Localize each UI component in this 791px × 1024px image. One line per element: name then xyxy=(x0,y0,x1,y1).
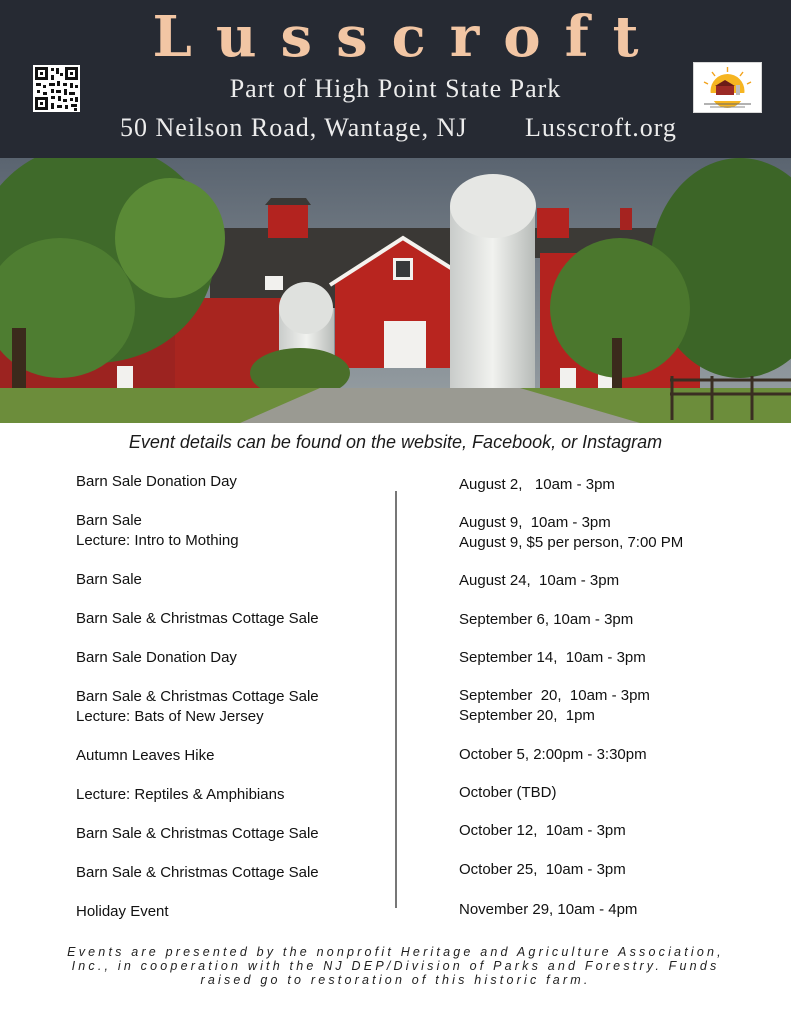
event-date: September 6, 10am - 3pm xyxy=(459,611,634,628)
website-link[interactable]: Lusscroft.org xyxy=(525,113,677,142)
subtitle: Part of High Point State Park xyxy=(229,74,562,103)
event-name: Barn Sale & Christmas Cottage Sale xyxy=(76,610,319,627)
event-date: September 20, 10am - 3pm xyxy=(459,687,650,704)
event-name: Barn Sale Donation Day xyxy=(76,473,237,490)
event-date: September 14, 10am - 3pm xyxy=(459,649,646,666)
event-date: August 9, $5 per person, 7:00 PM xyxy=(459,534,684,551)
event-details-note: Event details can be found on the website, Facebook, or Instagram xyxy=(128,432,663,452)
event-date: October 12, 10am - 3pm xyxy=(459,822,626,839)
event-name: Barn Sale xyxy=(76,571,142,588)
event-date: October 25, 10am - 3pm xyxy=(459,861,626,878)
event-date: October 5, 2:00pm - 3:30pm xyxy=(459,746,647,763)
event-date: November 29, 10am - 4pm xyxy=(459,901,638,918)
event-date: August 24, 10am - 3pm xyxy=(459,572,620,589)
event-name: Barn Sale & Christmas Cottage Sale xyxy=(76,688,319,705)
event-name: Barn Sale Donation Day xyxy=(76,649,237,666)
event-name: Barn Sale & Christmas Cottage Sale xyxy=(76,864,319,881)
event-date: August 9, 10am - 3pm xyxy=(459,514,611,531)
address: 50 Neilson Road, Wantage, NJ xyxy=(120,113,468,142)
event-name: Barn Sale xyxy=(76,512,142,529)
event-date: August 2, 10am - 3pm xyxy=(459,476,615,493)
event-name: Lecture: Intro to Mothing xyxy=(76,532,239,549)
event-name: Lecture: Bats of New Jersey xyxy=(76,708,264,725)
event-name: Holiday Event xyxy=(76,903,169,920)
event-name: Autumn Leaves Hike xyxy=(76,747,215,764)
event-date: October (TBD) xyxy=(459,784,557,801)
event-name: Lecture: Reptiles & Amphibians xyxy=(76,786,285,803)
page-title: Lusscroft xyxy=(152,4,663,70)
footer-text: Events are presented by the nonprofit Heritage and Agriculture Association, Inc., in cooperation with the NJ DEP/Division of Parks and Forestry. Funds raised go to restoration of this historic farm. xyxy=(67,945,724,987)
event-name: Barn Sale & Christmas Cottage Sale xyxy=(76,825,319,842)
event-date: September 20, 1pm xyxy=(459,707,595,724)
